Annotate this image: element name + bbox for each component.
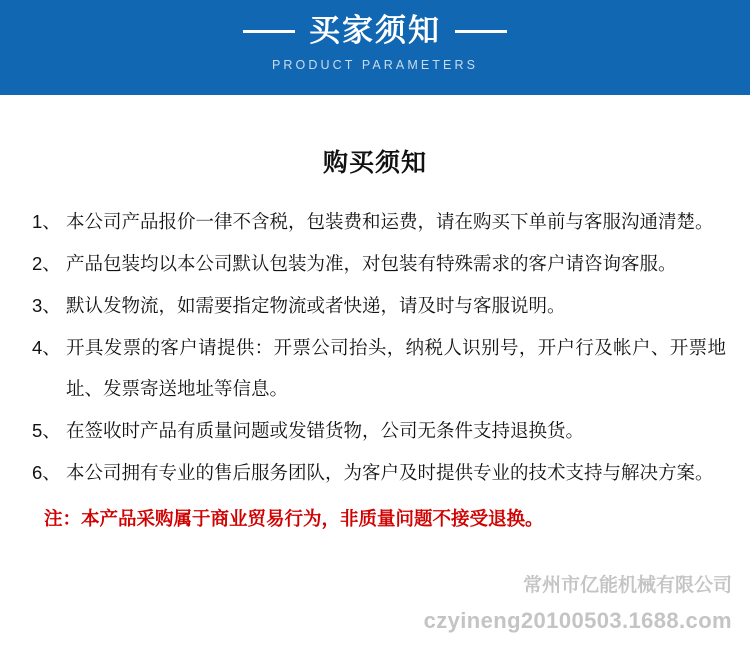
- banner-content: [0, 13, 750, 72]
- page-title: 购买须知: [322, 149, 427, 177]
- list-item-text: 本公司拥有专业的售后服务团队，为客户及时提供专业的技术支持与解决方案。: [66, 462, 714, 483]
- list-item: [32, 243, 726, 284]
- list-item: [32, 285, 726, 326]
- header-banner: [0, 0, 750, 95]
- list-item: [32, 201, 726, 242]
- list-item-text: 产品包装均以本公司默认包装为准，对包装有特殊需求的客户请咨询客服。: [66, 253, 677, 274]
- list-item: [32, 410, 726, 451]
- document-body: [0, 143, 750, 539]
- watermark-site: czyineng20100503.1688.com: [423, 608, 732, 633]
- list-item-text: 本公司产品报价一律不含税，包装费和运费，请在购买下单前与客服沟通清楚。: [66, 211, 714, 232]
- rule-right-icon: [455, 30, 507, 33]
- list-item-number: 3、: [32, 295, 61, 316]
- banner-title: 买家须知: [309, 13, 441, 48]
- terms-list: [22, 201, 728, 493]
- watermark-company: 常州市亿能机械有限公司: [522, 575, 732, 596]
- banner-title-row: [0, 13, 750, 49]
- list-item-number: 6、: [32, 462, 61, 483]
- banner-subtitle: PRODUCT PARAMETERS: [271, 58, 479, 72]
- important-note: 注：本产品采购属于商业贸易行为，非质量问题不接受退换。: [44, 508, 544, 529]
- rule-left-icon: [243, 30, 295, 33]
- list-item-text: 默认发物流，如需要指定物流或者快递，请及时与客服说明。: [66, 295, 566, 316]
- list-item-number: 4、: [32, 337, 61, 358]
- list-item: [32, 452, 726, 493]
- list-item-number: 5、: [32, 420, 61, 441]
- list-item-number: 2、: [32, 253, 61, 274]
- list-item: [32, 327, 726, 409]
- list-item-number: 1、: [32, 211, 61, 232]
- list-item-text: 开具发票的客户请提供：开票公司抬头，纳税人识别号，开户行及帐户、开票地址、发票寄送地址等信息。: [66, 337, 726, 399]
- list-item-text: 在签收时产品有质量问题或发错货物，公司无条件支持退换货。: [66, 420, 585, 441]
